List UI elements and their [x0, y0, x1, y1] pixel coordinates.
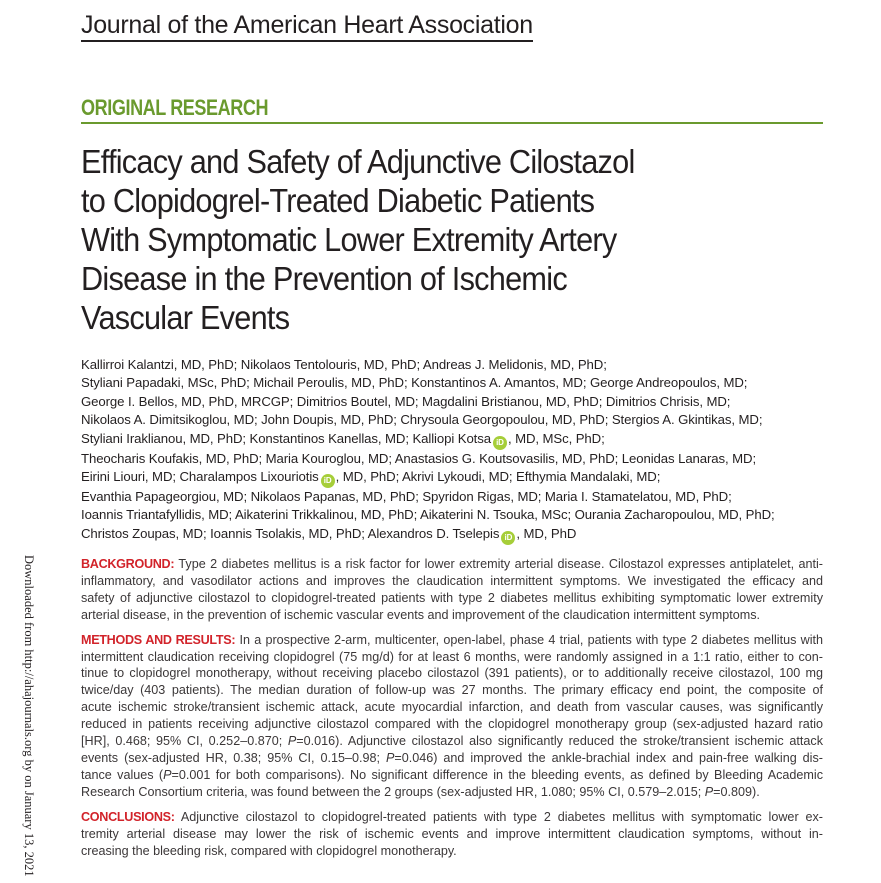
abstract-line: twice/day (403 patients). The median duration of follow-up was 27 months. The primary efficacy end point, the composite of: [81, 683, 823, 698]
author-text: , MD, PhD: [516, 525, 577, 541]
title-line: Vascular Events: [81, 299, 290, 336]
abstract-line: tance values (P=0.001 for both comparisons). No significant difference in the bleeding events, as defined by Bleeding Academic: [81, 767, 824, 782]
abstract-line: Research Consortium criteria, was found between the 2 groups (sex-adjusted HR, 1.080; 95% CI, 0.579–2.015; P=0.809).: [81, 784, 760, 799]
abstract-conclusions: [81, 809, 823, 860]
abstract: [81, 556, 823, 867]
abstract-line: creasing the bleeding risk, compared with clopidogrel monotherapy.: [81, 843, 457, 858]
author-text: Nikolaos A. Dimitsikoglou, MD; John Doupis, MD, PhD; Chrysoula Georgopoulou, MD, PhD; Stergios A. Gkintikas, MD;: [81, 412, 763, 428]
author-text: Ioannis Triantafyllidis, MD; Aikaterini Trikkalinou, MD, PhD; Aikaterini N. Tsouka, MSc; Ourania Zacharopoulou, MD, PhD;: [81, 507, 775, 523]
abstract-line: tinue to clopidogrel monotherapy, without receiving placebo cilostazol (391 patients), or to additionally receive cilostazol, 100 mg: [81, 666, 823, 681]
section-label-text: ORIGINAL RESEARCH: [81, 95, 269, 120]
abstract-line: Type 2 diabetes mellitus is a risk factor for lower extremity arterial disease. Cilostazol expresses antiplatelet, anti-: [174, 557, 823, 571]
author-line: [81, 411, 841, 429]
orcid-icon[interactable]: iD: [493, 436, 507, 450]
author-text: Kallirroi Kalantzi, MD, PhD; Nikolaos Tentolouris, MD, PhD; Andreas J. Melidonis, MD, PhD;: [81, 357, 607, 372]
journal-name: Journal of the American Heart Association: [81, 10, 533, 42]
abstract-line: reduced in patients receiving adjunctive cilostazol compared with the clopidogrel monotherapy group (sex-adjusted hazard ratio: [81, 717, 823, 732]
author-text: Evanthia Papageorgiou, MD; Nikolaos Papanas, MD, PhD; Spyridon Rigas, MD; Maria I. Stamatelatou, MD, PhD;: [81, 489, 732, 505]
author-text: Theocharis Koufakis, MD, PhD; Maria Kouroglou, MD; Anastasios G. Koutsovasilis, MD, PhD; Leonidas Lanaras, MD;: [81, 450, 757, 466]
author-line: [81, 356, 841, 374]
author-line: [81, 525, 841, 545]
title-line: Disease in the Prevention of Ischemic: [81, 260, 567, 297]
methods-label: METHODS AND RESULTS:: [81, 632, 236, 647]
author-text: Styliani Iraklianou, MD, PhD; Konstantinos Kanellas, MD; Kalliopi Kotsa: [81, 430, 491, 446]
abstract-methods-results: [81, 632, 823, 801]
abstract-line: tremity arterial disease may lower the risk of ischemic events and improve intermittent claudication symptoms, without in-: [81, 826, 823, 841]
author-line: [81, 488, 841, 506]
background-label: BACKGROUND:: [81, 557, 175, 571]
abstract-line: In a prospective 2-arm, multicenter, open-label, phase 4 trial, patients with type 2 diabetes mellitus with: [235, 632, 824, 647]
download-note: [20, 555, 40, 875]
abstract-line: [HR], 0.468; 95% CI, 0.252–0.870; P=0.016). Adjunctive cilostazol also significantly reduced the stroke/transient ischemic attack: [81, 734, 823, 749]
abstract-line: arterial disease, in the prevention of ischemic vascular events and improvement of the claudication intermittent symptoms.: [81, 607, 760, 622]
author-text: , MD, PhD; Akrivi Lykoudi, MD; Efthymia Mandalaki, MD;: [335, 469, 661, 485]
author-list: [81, 356, 841, 545]
author-text: Eirini Liouri, MD; Charalampos Lixouriotis: [81, 469, 319, 485]
author-text: George I. Bellos, MD, PhD, MRCGP; Dimitrios Boutel, MD; Magdalini Bristianou, MD, PhD; Dimitrios Chrisis, MD;: [81, 393, 731, 409]
author-text: Styliani Papadaki, MSc, PhD; Michail Peroulis, MD, PhD; Konstantinos A. Amantos, MD; George Andreopoulos, MD;: [81, 375, 748, 391]
abstract-line: safety of adjunctive cilostazol to clopidogrel-treated patients with type 2 diabetes mellitus exhibiting symptomatic lower extremity: [81, 590, 823, 605]
abstract-line: Adjunctive cilostazol to clopidogrel-treated patients with type 2 diabetes mellitus with symptomatic lower ex-: [174, 809, 823, 824]
author-text: , MD, MSc, PhD;: [507, 430, 605, 446]
abstract-background: [81, 556, 823, 624]
author-line: [81, 506, 841, 524]
article-title: [81, 142, 788, 337]
download-note-text: Downloaded from http://ahajournals.org by on January 13, 2021: [22, 555, 36, 877]
author-line: [81, 468, 841, 488]
author-text: Christos Zoupas, MD; Ioannis Tsolakis, MD, PhD; Alexandros D. Tselepis: [81, 525, 500, 541]
title-line: to Clopidogrel-Treated Diabetic Patients: [81, 182, 595, 219]
author-line: [81, 450, 841, 468]
abstract-line: acute ischemic stroke/transient ischemic attack, acute myocardial infarction, and death from vascular causes, was significantly: [81, 700, 823, 715]
title-line: Efficacy and Safety of Adjunctive Cilostazol: [81, 143, 635, 180]
orcid-icon[interactable]: iD: [321, 474, 335, 488]
author-line: [81, 374, 841, 392]
orcid-icon[interactable]: iD: [501, 531, 515, 545]
author-line: [81, 393, 841, 411]
abstract-line: events (sex-adjusted HR, 0.38; 95% CI, 0.15–0.98; P=0.046) and improved the ankle-brachial index and pain-free walking dis-: [81, 750, 823, 765]
abstract-line: intermittent claudication receiving clopidogrel (75 mg/d) for at least 6 months, were randomly assigned in a 1:1 ratio, either to con-: [81, 649, 823, 664]
abstract-line: inflammatory, and vasodilator actions and improves the claudication intermittent symptoms. We investigated the efficacy and: [81, 573, 823, 588]
title-line: With Symptomatic Lower Extremity Artery: [81, 221, 617, 258]
author-line: [81, 430, 841, 450]
section-label: [81, 96, 823, 124]
conclusions-label: CONCLUSIONS:: [81, 809, 175, 824]
